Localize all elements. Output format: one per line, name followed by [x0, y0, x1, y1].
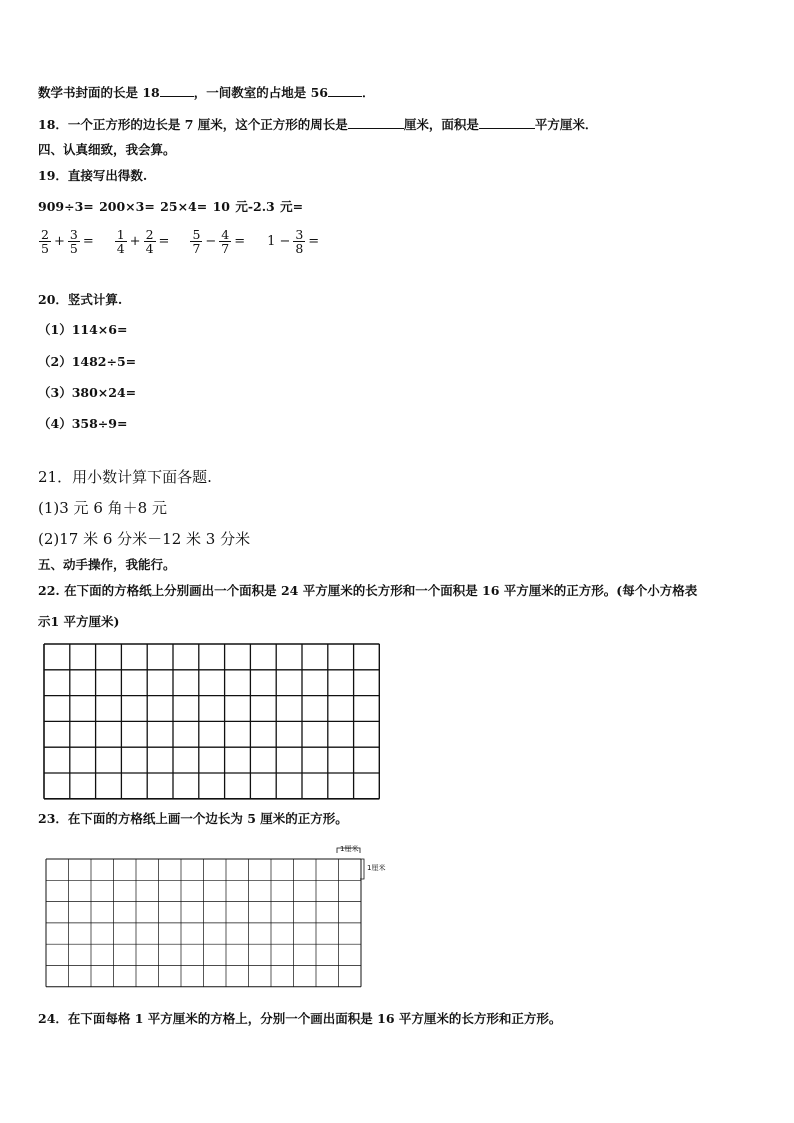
question-22-line1: 22. 在下面的方格纸上分别画出一个面积是 24 平方厘米的长方形和一个面积是 16 平方厘米的正方形。(每个小方格表 — [38, 583, 698, 598]
fraction: $\frac{3}{8}$ — [295, 227, 304, 256]
question-21-item: (1)3 元 6 角＋8 元 — [38, 499, 167, 517]
unit-bracket-right — [359, 858, 367, 882]
question-20-title: 20．竖式计算. — [38, 292, 123, 307]
answer-blank[interactable] — [348, 116, 404, 129]
fraction-expression: $\frac{1}{4}$ + $\frac{2}{4}$ = — [116, 227, 170, 256]
question-19-title: 19．直接写出得数. — [38, 168, 148, 183]
question-20-item: （3）380×24= — [38, 385, 137, 400]
fraction-expression: $\frac{5}{7}$ − $\frac{4}{7}$ = — [192, 227, 246, 256]
question-19-row1: 909÷3= 200×3= 25×4= 10 元-2.3 元= — [38, 199, 304, 214]
text-part: 平方厘米． — [534, 117, 598, 132]
answer-blank[interactable] — [328, 84, 362, 97]
fraction: $\frac{4}{7}$ — [221, 227, 230, 256]
section-heading-4: 四、认真细致，我会算。 — [38, 142, 176, 157]
fill-in-line — [38, 84, 375, 101]
question-21-item: (2)17 米 6 分米－12 米 3 分米 — [38, 530, 251, 548]
fraction: $\frac{2}{4}$ — [145, 227, 154, 256]
fraction: $\frac{3}{5}$ — [69, 227, 78, 256]
fraction: $\frac{1}{4}$ — [116, 227, 125, 256]
text-part: 数学书封面的长是 18 — [38, 85, 160, 100]
fraction: $\frac{5}{7}$ — [192, 227, 201, 256]
unit-label-right: 1厘米 — [367, 864, 386, 872]
text-part: ，一间教室的占地是 56 — [193, 85, 328, 100]
question-18 — [38, 116, 597, 133]
question-23-text: 23．在下面的方格纸上画一个边长为 5 厘米的正方形。 — [38, 811, 348, 826]
text-part: 18．一个正方形的边长是 7 厘米，这个正方形的周长是 — [38, 117, 348, 132]
fraction-row — [38, 228, 339, 255]
answer-blank[interactable] — [479, 116, 535, 129]
section-heading-5: 五、动手操作，我能行。 — [38, 557, 176, 572]
fraction: $\frac{2}{5}$ — [41, 227, 49, 256]
question-22-line2: 示1 平方厘米) — [38, 614, 120, 629]
text-part: 厘米，面积是 — [403, 117, 479, 132]
answer-blank[interactable] — [160, 84, 194, 97]
fraction-expression: $\frac{2}{5}$ + $\frac{3}{5}$ = — [41, 227, 94, 256]
question-20-item: （1）114×6= — [38, 322, 128, 337]
question-24-text: 24．在下面每格 1 平方厘米的方格上，分别一个画出面积是 16 平方厘米的长方形和正方形。 — [38, 1011, 562, 1026]
question-21-title: 21．用小数计算下面各题. — [38, 468, 212, 486]
grid-paper-22[interactable] — [43, 643, 380, 800]
question-20-item: （4）358÷9= — [38, 416, 128, 431]
text-part: ． — [362, 85, 375, 100]
question-20-item: （2）1482÷5= — [38, 354, 137, 369]
fraction-expression: 1 − $\frac{3}{8}$ = — [267, 227, 320, 256]
grid-paper-23[interactable] — [45, 858, 363, 988]
unit-label-top: 1厘米 — [340, 845, 359, 853]
